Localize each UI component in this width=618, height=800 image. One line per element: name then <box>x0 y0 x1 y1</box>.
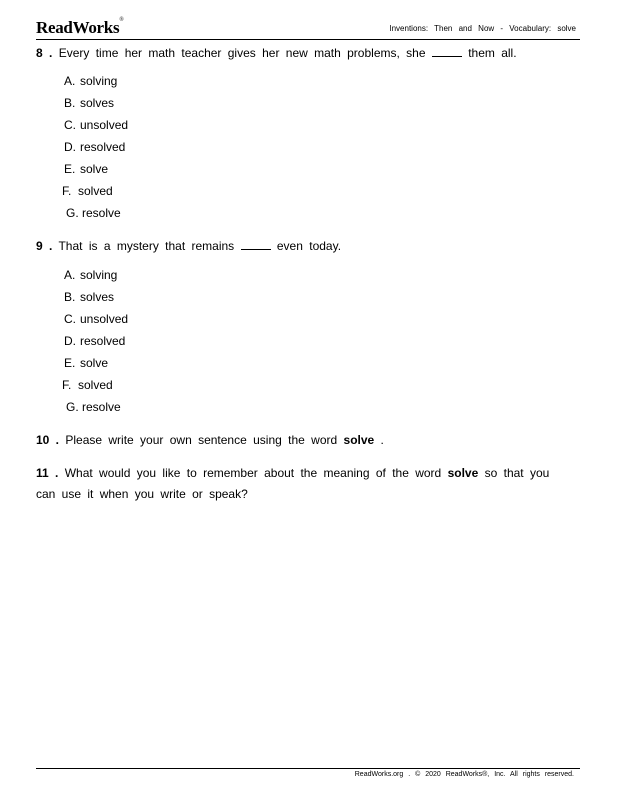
option-letter: A. <box>64 74 76 88</box>
question-text-before: Every time her math teacher gives her new math problems, she <box>58 46 426 60</box>
answer-blank <box>432 46 462 57</box>
option-text: unsolved <box>80 312 129 326</box>
option-text: solve <box>80 162 109 176</box>
question-8 <box>36 43 566 64</box>
question-9-options <box>64 264 128 418</box>
option-letter: E. <box>64 356 76 370</box>
option-b[interactable] <box>64 286 128 308</box>
option-b[interactable] <box>64 92 128 114</box>
option-d[interactable] <box>64 330 128 352</box>
option-text: resolved <box>80 334 126 348</box>
option-e[interactable] <box>64 158 128 180</box>
vocabulary-word: solve <box>343 433 375 447</box>
header-divider <box>36 39 580 40</box>
option-g[interactable] <box>66 396 128 418</box>
option-letter: C. <box>64 312 76 326</box>
option-c[interactable] <box>64 308 128 330</box>
answer-blank <box>241 239 271 250</box>
question-text-after: even today. <box>276 239 342 253</box>
question-text-after: . <box>380 433 384 447</box>
option-e[interactable] <box>64 352 128 374</box>
option-text: solved <box>78 184 113 198</box>
question-number: 11 . <box>36 466 59 480</box>
option-g[interactable] <box>66 202 128 224</box>
option-text: solving <box>80 74 118 88</box>
option-text: resolve <box>82 400 121 414</box>
option-letter: B. <box>64 96 76 110</box>
question-text-before: Please write your own sentence using the word <box>65 433 338 447</box>
option-text: solved <box>78 378 113 392</box>
option-letter: E. <box>64 162 76 176</box>
option-a[interactable] <box>64 264 128 286</box>
option-letter: F. <box>62 184 72 198</box>
question-11 <box>36 463 566 505</box>
option-letter: F. <box>62 378 72 392</box>
header-title: Inventions: Then and Now - Vocabulary: solve <box>389 24 576 33</box>
option-text: unsolved <box>80 118 129 132</box>
option-letter: D. <box>64 140 76 154</box>
vocabulary-word: solve <box>447 466 479 480</box>
readworks-logo <box>36 18 124 38</box>
question-text-before: That is a mystery that remains <box>58 239 235 253</box>
question-10 <box>36 430 566 451</box>
option-f[interactable] <box>62 180 128 202</box>
question-number: 8 . <box>36 46 53 60</box>
option-letter: C. <box>64 118 76 132</box>
logo-registered-mark: ® <box>119 17 124 23</box>
question-8-options <box>64 70 128 224</box>
option-letter: G. <box>66 206 79 220</box>
option-text: solve <box>80 356 109 370</box>
footer-divider <box>36 768 580 769</box>
option-text: solves <box>80 96 115 110</box>
option-d[interactable] <box>64 136 128 158</box>
question-number: 10 . <box>36 433 60 447</box>
option-c[interactable] <box>64 114 128 136</box>
question-text-before: What would you like to remember about the meaning of the word <box>64 466 442 480</box>
option-letter: B. <box>64 290 76 304</box>
option-text: solving <box>80 268 118 282</box>
option-f[interactable] <box>62 374 128 396</box>
footer-copyright: ReadWorks.org . © 2020 ReadWorks®, Inc. All rights reserved. <box>354 771 574 778</box>
logo-text: ReadWorks <box>36 18 120 37</box>
option-text: resolve <box>82 206 121 220</box>
question-9 <box>36 236 566 257</box>
option-letter: A. <box>64 268 76 282</box>
option-letter: D. <box>64 334 76 348</box>
option-a[interactable] <box>64 70 128 92</box>
question-number: 9 . <box>36 239 53 253</box>
option-text: resolved <box>80 140 126 154</box>
option-letter: G. <box>66 400 79 414</box>
question-text-after: so that you can use it when you write or speak? <box>36 466 550 501</box>
question-text-after: them all. <box>468 46 517 60</box>
option-text: solves <box>80 290 115 304</box>
